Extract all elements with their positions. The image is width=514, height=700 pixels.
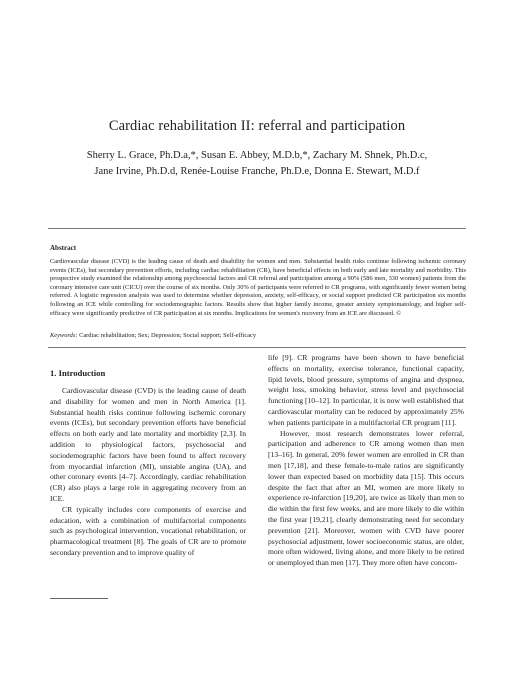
column-left [50,386,246,559]
abstract-heading: Abstract [50,244,77,252]
paragraph: life [9]. CR programs have been shown to have beneficial effects on mortality, exercise tolerance, functional capacity, lipid levels, blood pressure, symptoms of angina and dyspnea, weight loss, smoking behavior, stress level and psychosocial functioning [10–12]. In particular, it is now well established that cardiovascular mortality can be reduced by approximately 25% when patients participate in a multifactorial CR program [11]. [268,353,464,427]
abstract-text: Cardiovascular disease (CVD) is the leading cause of death and disability for women and men. Substantial health risks continue following ischemic coronary events (ICEs), but secondary prevention efforts, including cardiac rehabilitation (CR), have beneficial effects on both early and late mortality and morbidity. This prospective study examined the relationship among psychosocial factors and CR referral and participation among a 90% (586 men, 330 women) patients from the coronary intensive care unit (CICU) over the course of six months. Only 30% of participants were referred to CR programs, with significantly fewer women being referred. A logistic regression analysis was used to determine whether depression, anxiety, self-efficacy, or social support predicted CR participation six months following an ICE while controlling for sociodemographic factors. Results show that higher family income, greater anxiety symptomatology, and higher self-efficacy were significantly predictive of CR participation at six months. Implications for women's recovery from an ICE are discussed. © [50,258,466,317]
author-list [40,148,474,180]
paper-title: Cardiac rehabilitation II: referral and participation [108,118,406,134]
keywords-text: Cardiac rehabilitation; Sex; Depression; Social support; Self-efficacy [77,332,257,339]
abstract-divider [48,347,466,348]
keywords-label: Keywords: [50,332,78,339]
paragraph: However, most research demonstrates lower referral, participation and adherence to CR among women than men [13–16]. In general, 20% fewer women are enrolled in CR than men [17,18], and these female-to-male ratios are significantly lower than expected based on morbidity data [15]. This occurs despite the fact that after an MI, women are more likely to experience re-infarction [19,20], are twice as likely than men to die within the first few weeks, and are more likely to die within the first year [19,21], clearly demonstrating need for secondary prevention [21]. Moreover, women with CVD have poorer psychosocial adjustment, lower socioeconomic status, are older, more often widowed, living alone, and more likely to be retired or unemployed than men [17]. They more often have concom- [268,428,464,568]
author-line-1: Sherry L. Grace, Ph.D.a,*, Susan E. Abbey, M.D.b,*, Zachary M. Shnek, Ph.D.c, [86,150,428,161]
paragraph: Cardiovascular disease (CVD) is the leading cause of death and disability for women and men in North America [1]. Substantial health risks continue following ischemic coronary events (ICEs), but secondary prevention efforts have beneficial effects on both early and late mortality and morbidity [2,3]. In addition to physiological factors, psychosocial and sociodemographic factors have been found to affect recovery from myocardial infarction (MI), unstable angina (UA), and other coronary events [4–7]. Accordingly, cardiac rehabilitation (CR) also plays a large role in aggregating recovery from an ICE. [50,386,246,503]
author-line-2: Jane Irvine, Ph.D.d, Renée-Louise Franche, Ph.D.e, Donna E. Stewart, M.D.f [94,166,420,177]
header-divider [48,228,466,229]
keywords [50,332,466,339]
paragraph: CR typically includes core components of exercise and education, with a combination of multifactorial components such as psychological intervention, vocational rehabilitation, or pharmacological treatment [8]. The goals of CR are to promote secondary prevention and to improve quality of [50,504,246,557]
section-heading: 1. Introduction [50,368,106,378]
footnote-divider [50,598,108,599]
column-right [268,353,464,569]
